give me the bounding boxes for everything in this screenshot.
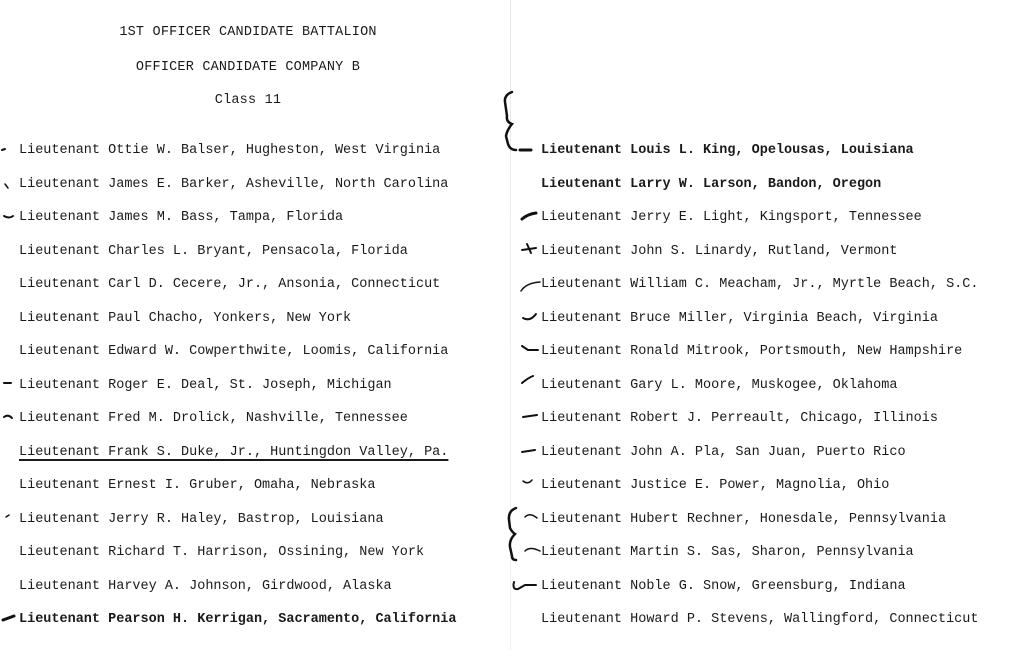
roster-entry: Lieutenant Fred M. Drolick, Nashville, Tennessee (19, 411, 408, 426)
roster-entry: Lieutenant Larry W. Larson, Bandon, Oregon (541, 176, 882, 192)
check-mark-icon (522, 376, 533, 383)
check-mark-icon (514, 582, 537, 589)
roster-entry: Lieutenant Martin S. Sas, Sharon, Pennsylvania (541, 545, 914, 560)
roster-entry-underlined: Lieutenant Frank S. Duke, Jr., Huntingdon Valley, Pa. (19, 444, 449, 460)
roster-entry: Lieutenant Hubert Rechner, Honesdale, Pennsylvania (541, 511, 947, 527)
roster-entry: Lieutenant Richard T. Harrison, Ossining, New York (19, 545, 425, 560)
roster-entry: Lieutenant William C. Meacham, Jr., Myrtle Beach, S.C. (541, 277, 979, 292)
class-title: Class 11 (214, 93, 282, 108)
check-mark-icon (5, 184, 8, 188)
check-mark-icon (4, 216, 13, 218)
check-mark-icon (522, 244, 536, 253)
roster-entry: Lieutenant Howard P. Stevens, Wallingford, Connecticut (541, 612, 979, 627)
roster-entry: Lieutenant Edward W. Cowperthwite, Loomis, California (19, 344, 449, 359)
check-mark-icon (4, 416, 12, 418)
roster-entry: Lieutenant Louis L. King, Opelousas, Louisiana (541, 143, 914, 158)
check-mark-icon (3, 616, 14, 620)
roster-entry: Lieutenant Jerry R. Haley, Bastrop, Louisiana (19, 511, 384, 527)
roster-entry: Lieutenant James E. Barker, Asheville, North Carolina (19, 176, 449, 192)
roster-entry: Lieutenant John A. Pla, San Juan, Puerto Rico (541, 444, 906, 460)
check-mark-icon (522, 346, 538, 350)
roster-entry: Lieutenant James M. Bass, Tampa, Florida (19, 210, 344, 225)
page-fold-divider (510, 0, 511, 650)
roster-entry: Lieutenant Bruce Miller, Virginia Beach, Virginia (541, 310, 938, 326)
roster-entry: Lieutenant Jerry E. Light, Kingsport, Tennessee (541, 210, 922, 225)
roster-entry: Lieutenant Ronald Mitrook, Portsmouth, New Hampshire (541, 344, 963, 359)
roster-entry: Lieutenant Ottie W. Balser, Hugheston, West Virginia (19, 143, 441, 158)
roster-entry: Lieutenant John S. Linardy, Rutland, Vermont (541, 243, 898, 259)
roster-entry: Lieutenant Pearson H. Kerrigan, Sacramento, California (19, 612, 457, 627)
roster-right-column (541, 142, 1021, 645)
check-mark-icon (523, 314, 536, 319)
company-title: OFFICER CANDIDATE COMPANY B (135, 60, 361, 75)
battalion-title: 1ST OFFICER CANDIDATE BATTALION (119, 25, 377, 40)
check-mark-icon (521, 282, 540, 291)
check-mark-icon (522, 213, 536, 219)
check-mark-icon (2, 149, 5, 150)
check-mark-icon (522, 450, 535, 452)
roster-left-column (19, 142, 494, 645)
roster-entry: Lieutenant Justice E. Power, Magnolia, Ohio (541, 478, 890, 493)
check-mark-icon (525, 515, 537, 518)
roster-entry: Lieutenant Robert J. Perreault, Chicago, Illinois (541, 411, 938, 426)
roster-entry: Lieutenant Charles L. Bryant, Pensacola, Florida (19, 243, 408, 259)
roster-entry: Lieutenant Carl D. Cecere, Jr., Ansonia, Connecticut (19, 277, 441, 292)
roster-entry: Lieutenant Gary L. Moore, Muskogee, Oklahoma (541, 377, 898, 393)
check-mark-icon (523, 415, 537, 417)
check-mark-icon (6, 515, 9, 517)
roster-entry: Lieutenant Noble G. Snow, Greensburg, Indiana (541, 578, 906, 594)
check-mark-icon (523, 480, 532, 483)
roster-entry: Lieutenant Ernest I. Gruber, Omaha, Nebraska (19, 478, 376, 493)
check-mark-icon (525, 549, 540, 552)
roster-entry: Lieutenant Paul Chacho, Yonkers, New York (19, 310, 352, 326)
roster-entry: Lieutenant Roger E. Deal, St. Joseph, Michigan (19, 377, 392, 393)
roster-entry: Lieutenant Harvey A. Johnson, Girdwood, Alaska (19, 578, 392, 594)
